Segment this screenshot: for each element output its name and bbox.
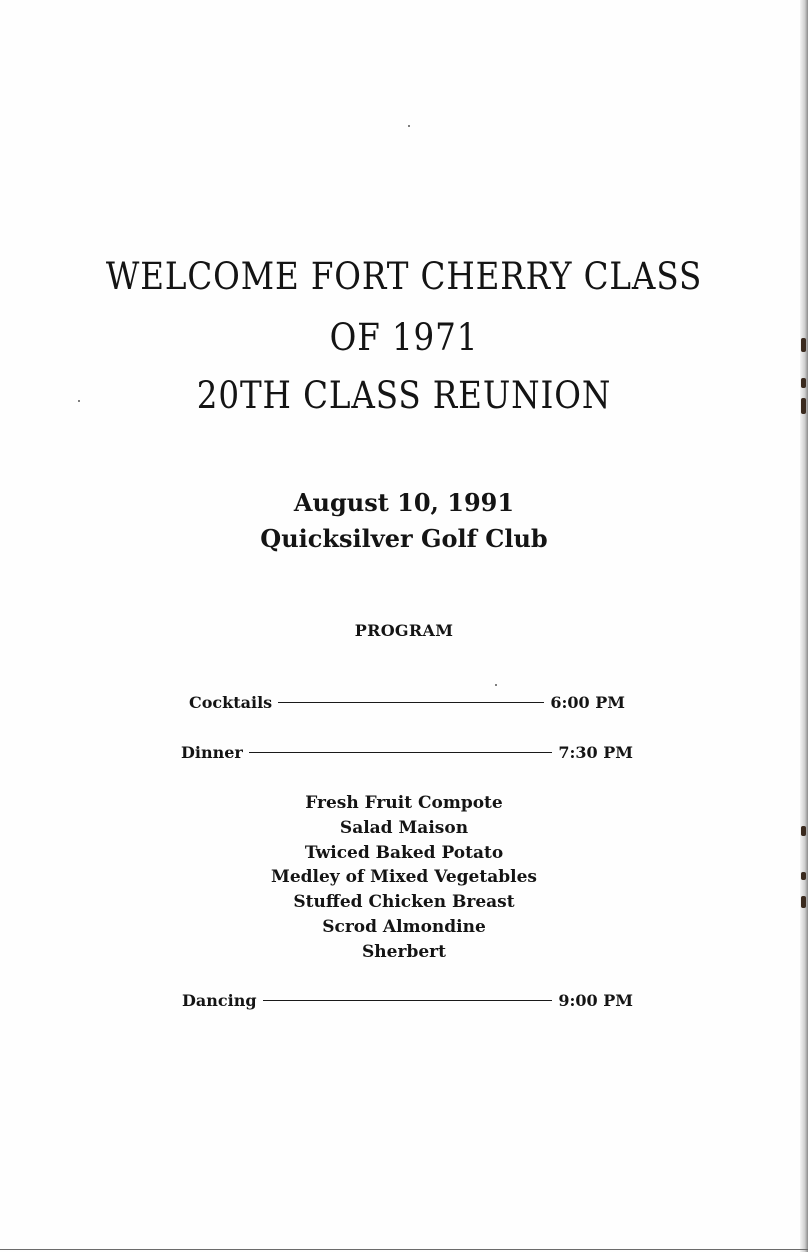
page-bottom-edge <box>0 1249 808 1250</box>
page-edge-stain <box>801 398 806 414</box>
page-edge-stain <box>801 378 806 388</box>
paper-speck <box>408 125 410 127</box>
menu-item: Sherbert <box>362 941 446 962</box>
event-venue: Quicksilver Golf Club <box>260 524 548 553</box>
program-heading: PROGRAM <box>354 621 454 640</box>
leader-line <box>249 752 553 753</box>
program-item-cocktails <box>189 693 625 712</box>
menu-item: Scrod Almondine <box>322 916 486 937</box>
menu-item: Salad Maison <box>339 817 469 838</box>
menu-item: Stuffed Chicken Breast <box>293 892 515 913</box>
menu-item: Twiced Baked Potato <box>304 842 504 863</box>
title-line-1: WELCOME FORT CHERRY CLASS <box>105 255 703 298</box>
program-item-name: Cocktails <box>189 693 273 712</box>
program-item-time: 9:00 PM <box>558 991 633 1010</box>
event-date: August 10, 1991 <box>293 488 515 517</box>
leader-line <box>278 702 544 703</box>
title-line-2: OF 1971 <box>329 316 479 359</box>
page-edge-stain <box>801 338 806 352</box>
menu-item: Medley of Mixed Vegetables <box>271 867 537 888</box>
dinner-menu <box>0 791 808 965</box>
program-item-time: 7:30 PM <box>558 743 633 762</box>
leader-line <box>263 1000 553 1001</box>
program-item-name: Dinner <box>181 743 243 762</box>
program-item-time: 6:00 PM <box>550 693 625 712</box>
program-item-name: Dancing <box>182 991 257 1010</box>
program-item-dinner <box>181 743 633 762</box>
menu-item: Fresh Fruit Compote <box>305 793 503 813</box>
title-line-3: 20TH CLASS REUNION <box>196 374 612 417</box>
program-item-dancing <box>182 991 633 1010</box>
paper-speck <box>495 684 497 686</box>
